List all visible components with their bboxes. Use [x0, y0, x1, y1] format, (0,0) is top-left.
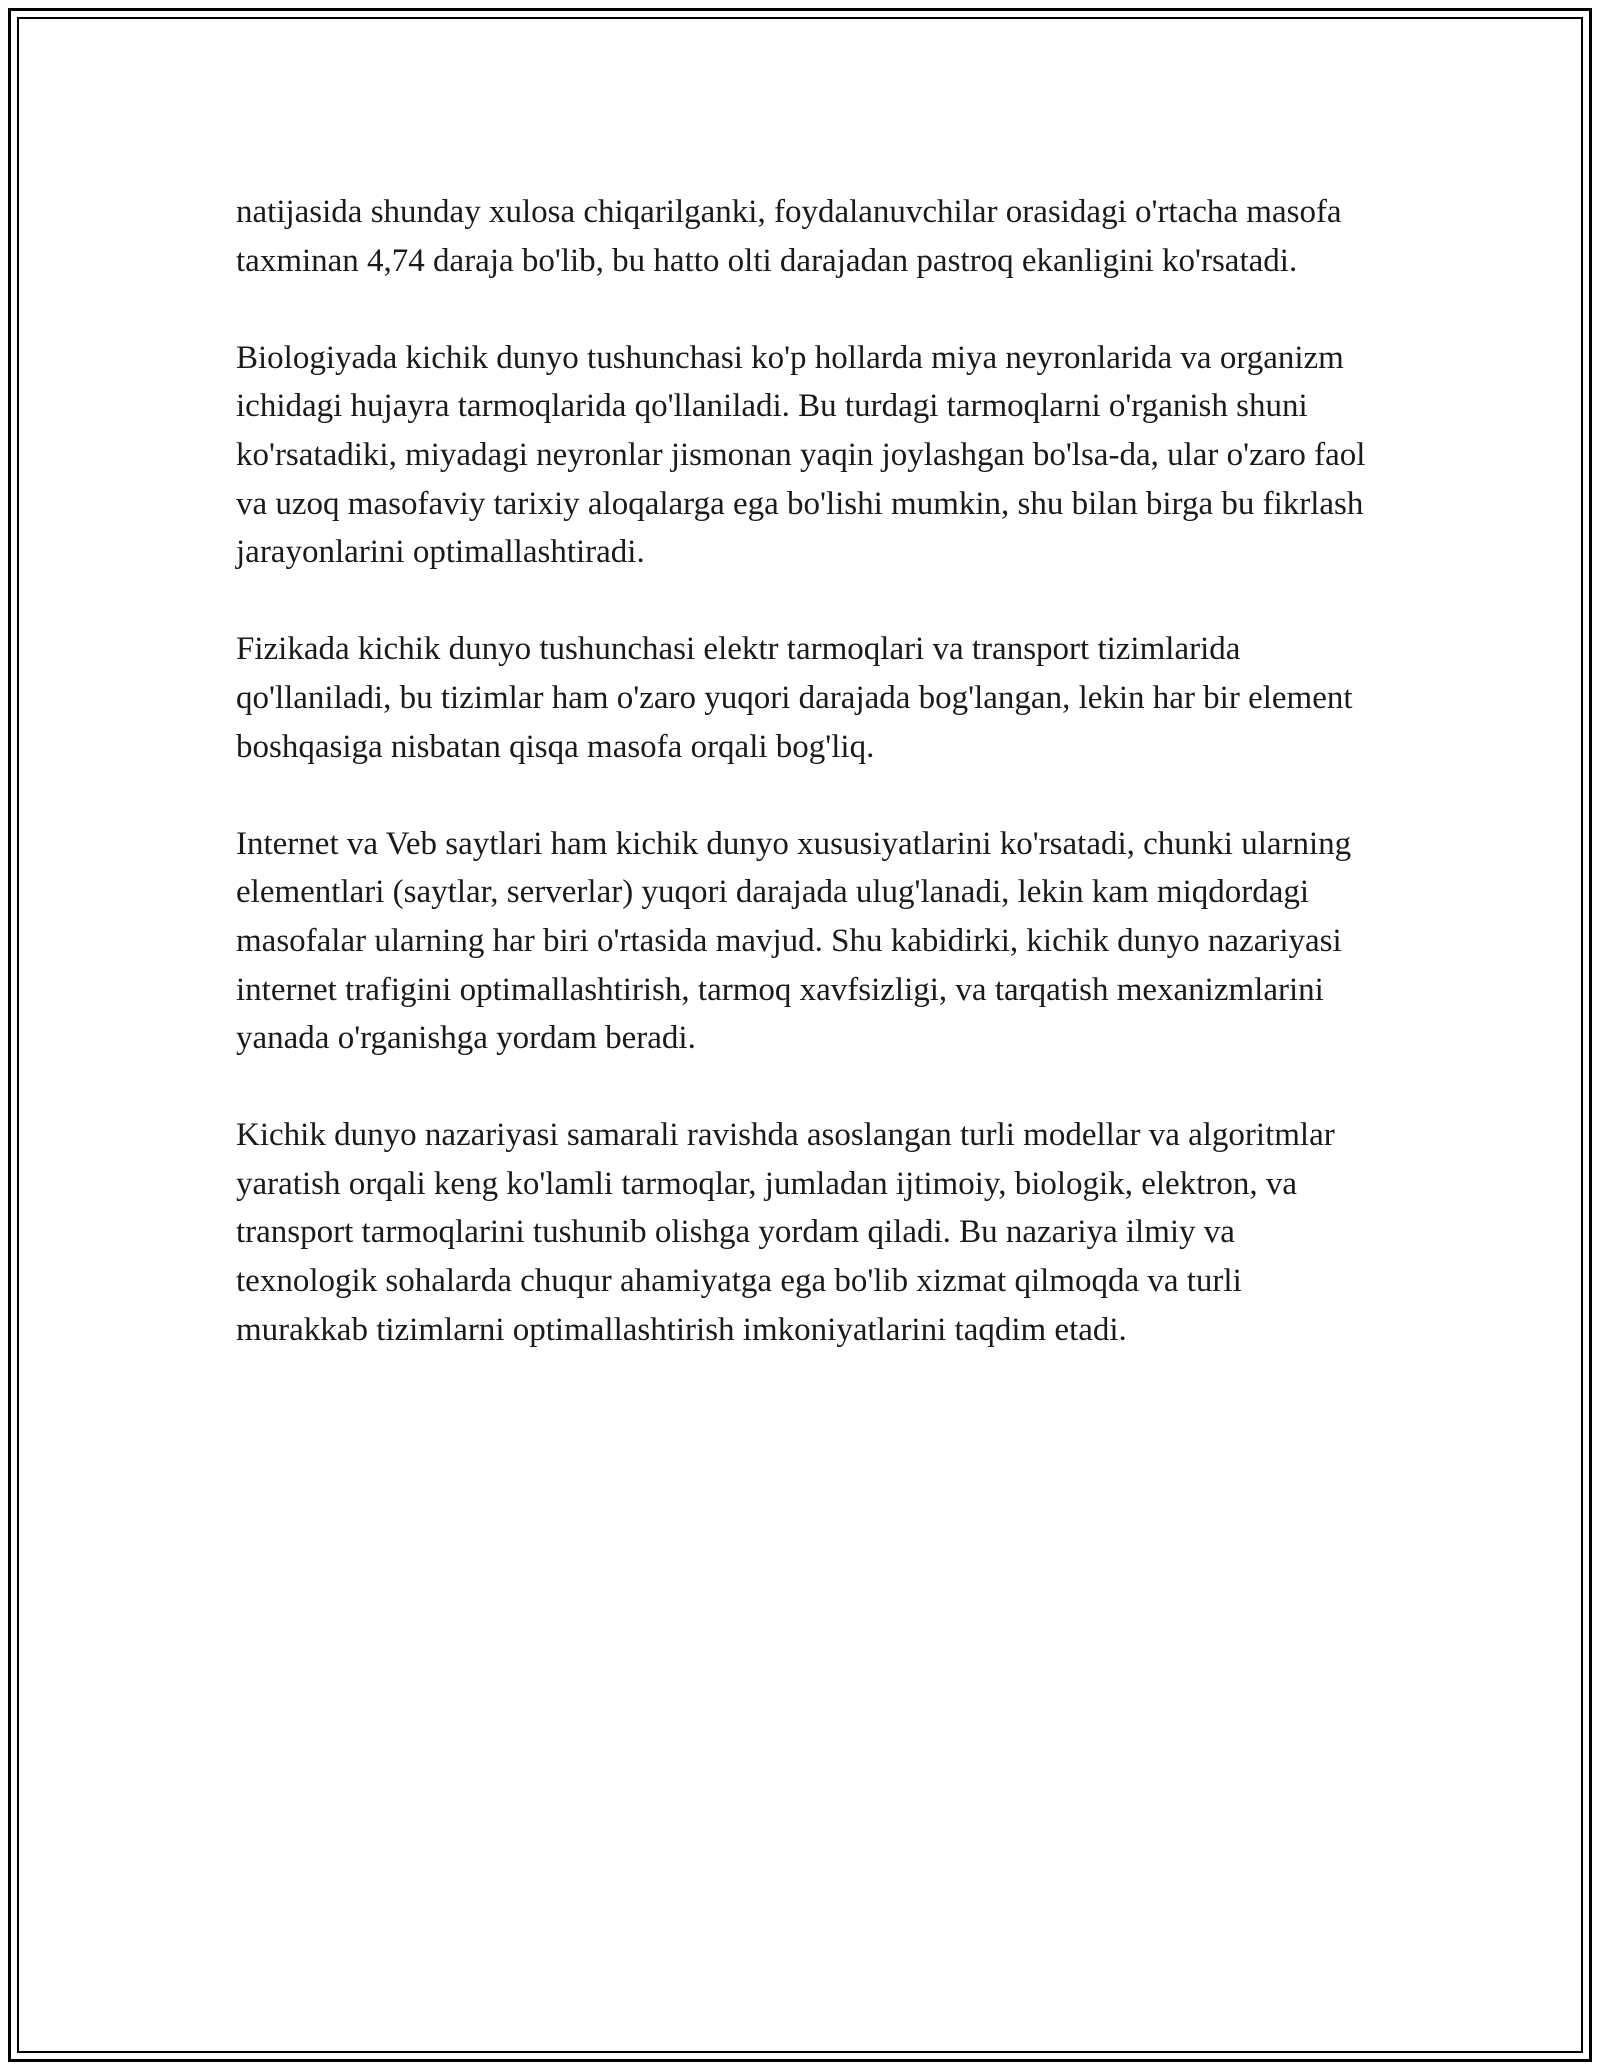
paragraph-physics: Fizikada kichik dunyo tushunchasi elektr tarmoqlari va transport tizimlarida qo'llaniladi, bu tizimlar ham o'zaro yuqori darajada bog'langan, lekin har bir element boshqasiga nisbatan qisqa masofa orqali bog'liq.	[236, 631, 1353, 765]
paragraph-internet: Internet va Veb saytlari ham kichik dunyo xususiyatlarini ko'rsatadi, chunki ularning elementlari (saytlar, serverlar) yuqori darajada ulug'lanadi, lekin kam miqdordagi masofalar ularning har biri o'rtasida mavjud. Shu kabidirki, kichik dunyo nazariyasi internet trafigini optimallashtirish, tarmoq xavfsizligi, va tarqatish mexanizmlarini yanada o'rganishga yordam beradi.	[236, 825, 1352, 1057]
paragraph-social-networks-conclusion: natijasida shunday xulosa chiqarilganki, foydalanuvchilar orasidagi o'rtacha masofa taxminan 4,74 daraja bo'lib, bu hatto olti darajadan pastroq ekanligini ko'rsatadi.	[236, 194, 1342, 279]
paragraph-conclusion: Kichik dunyo nazariyasi samarali ravishda asoslangan turli modellar va algoritmlar yaratish orqali keng ko'lamli tarmoqlar, jumladan ijtimoiy, biologik, elektron, va transport tarmoqlarini tushunib olishga yordam qiladi. Bu nazariya ilmiy va texnologik sohalarda chuqur ahamiyatga ega bo'lib xizmat qilmoqda va turli murakkab tizimlarni optimallashtirish imkoniyatlarini taqdim etadi.	[236, 1117, 1335, 1348]
paragraph-biology: Biologiyada kichik dunyo tushunchasi ko'p hollarda miya neyronlarida va organizm ichidagi hujayra tarmoqlarida qo'llaniladi. Bu turdagi tarmoqlarni o'rganish shuni ko'rsatadiki, miyadagi neyronlar jismonan yaqin joylashgan bo'lsa-da, ular o'zaro faol va uzoq masofaviy tarixiy aloqalarga ega bo'lishi mumkin, shu bilan birga bu fikrlash jarayonlarini optimallashtiradi.	[236, 339, 1366, 571]
document-body	[236, 188, 1366, 1403]
